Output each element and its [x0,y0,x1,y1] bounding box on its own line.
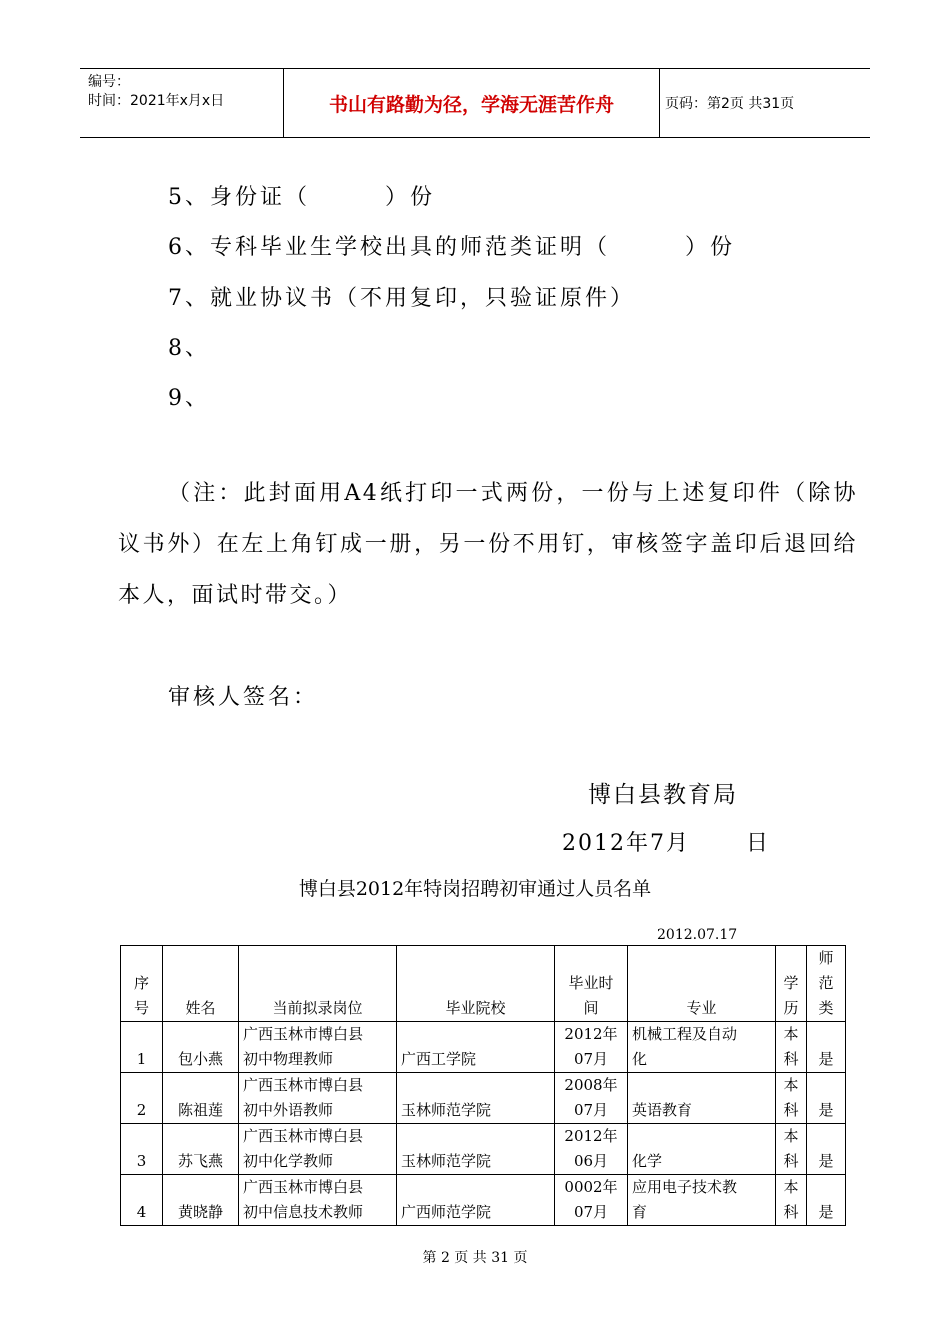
cell-grad-line1: 2012年 [564,1127,618,1145]
cell-name: 陈祖莲 [163,1073,239,1124]
header-grad-line2: 间 [583,999,599,1017]
item-8: 8、 [168,336,210,361]
header-name: 姓名 [163,946,239,1022]
cell-num: 4 [121,1175,163,1226]
cell-grad-line2: 06月 [573,1152,609,1170]
header-grad-line1: 毕业时 [568,974,614,992]
time-label: 时间：2021年x月x日 [88,93,225,109]
cell-major-line1: 应用电子技术教 [632,1178,738,1196]
header-major: 专业 [628,946,776,1022]
cell-name: 苏飞燕 [163,1124,239,1175]
cell-school: 广西工学院 [397,1022,555,1073]
cell-major-line1 [632,1124,771,1149]
cell-grad [555,1073,628,1124]
cell-school: 玉林师范学院 [397,1073,555,1124]
cell-position [239,1022,397,1073]
header-teacher-line3: 类 [818,999,834,1017]
cell-school: 广西师范学院 [397,1175,555,1226]
header-teacher-line1: 师 [818,949,834,967]
header-num [121,946,163,1022]
cell-grad-line1: 0002年 [564,1178,618,1196]
cell-position-line2: 初中化学教师 [243,1152,334,1170]
cell-teacher: 是 [807,1124,846,1175]
table-row [121,1124,846,1175]
cell-major-line2: 化 [632,1050,648,1068]
header-teacher [807,946,846,1022]
cell-grad [555,1124,628,1175]
cell-major [628,1073,776,1124]
header-school: 毕业院校 [397,946,555,1022]
cell-grad-line2: 07月 [573,1203,609,1221]
cell-name: 包小燕 [163,1022,239,1073]
cell-position-line1: 广西玉林市博白县 [243,1127,364,1145]
cell-grad-line2: 07月 [573,1101,609,1119]
cell-num: 1 [121,1022,163,1073]
date-main: 2012年7月 [562,831,690,856]
page-header [80,68,870,138]
cell-edu-line1: 本 [783,1127,799,1145]
cell-name: 黄晓静 [163,1175,239,1226]
cell-position [239,1073,397,1124]
reviewer-label: 审核人签名： [168,685,319,710]
cell-major [628,1022,776,1073]
cell-position [239,1124,397,1175]
item-7: 7、就业协议书（不用复印，只验证原件） [168,286,635,311]
header-edu-line1: 学 [783,974,799,992]
candidate-table [120,945,846,1226]
cell-major-line2: 育 [632,1203,648,1221]
date-day: 日 [746,831,771,856]
number-label: 编号： [88,74,130,90]
table-row [121,1175,846,1226]
header-grad [555,946,628,1022]
item-6: 6、专科毕业生学校出具的师范类证明（ ）份 [168,235,735,260]
header-num-line1: 序 [133,974,149,992]
cell-position-line1: 广西玉林市博白县 [243,1025,364,1043]
cell-edu [776,1175,807,1226]
cell-teacher: 是 [807,1073,846,1124]
cell-position-line1: 广西玉林市博白县 [243,1076,364,1094]
cell-edu-line2: 科 [783,1050,799,1068]
cell-grad-line1: 2008年 [564,1076,618,1094]
cell-edu-line2: 科 [783,1152,799,1170]
cell-teacher: 是 [807,1022,846,1073]
note-paragraph: （注：此封面用A4纸打印一式两份，一份与上述复印件（除协议书外）在左上角钉成一册，另一份不用钉，审核签字盖印后退回给本人，面试时带交。） [118,481,858,608]
cell-major [628,1175,776,1226]
cell-major-line2: 英语教育 [632,1101,693,1119]
cell-position-line2: 初中信息技术教师 [243,1203,364,1221]
item-9: 9、 [168,386,210,411]
header-motto: 书山有路勤为径，学海无涯苦作舟 [283,69,660,137]
header-edu-line2: 历 [783,999,799,1017]
cell-edu [776,1022,807,1073]
table-row [121,1073,846,1124]
header-position: 当前拟录岗位 [239,946,397,1022]
table-row [121,1022,846,1073]
cell-grad [555,1175,628,1226]
cell-edu [776,1124,807,1175]
table-header-row [121,946,846,1022]
cell-edu-line2: 科 [783,1203,799,1221]
cell-edu [776,1073,807,1124]
list-title: 博白县2012年特岗招聘初审通过人员名单 [298,878,652,900]
cell-major-line1: 机械工程及自动 [632,1025,738,1043]
page-footer: 第 2 页 共 31 页 [422,1250,528,1266]
cell-edu-line1: 本 [783,1025,799,1043]
cell-major-line1 [632,1073,771,1098]
cell-major-line2: 化学 [632,1152,663,1170]
cell-school: 玉林师范学院 [397,1124,555,1175]
cell-position-line1: 广西玉林市博白县 [243,1178,364,1196]
header-num-line2: 号 [133,999,149,1017]
cell-grad-line2: 07月 [573,1050,609,1068]
header-edu [776,946,807,1022]
item-5: 5、身份证（ ）份 [168,185,435,210]
header-teacher-line2: 范 [818,974,834,992]
cell-grad-line1: 2012年 [564,1025,618,1043]
cell-num: 2 [121,1073,163,1124]
list-date: 2012.07.17 [657,927,738,943]
cell-edu-line2: 科 [783,1101,799,1119]
cell-position-line2: 初中外语教师 [243,1101,334,1119]
header-left [88,73,283,111]
cell-grad [555,1022,628,1073]
cell-teacher: 是 [807,1175,846,1226]
org-name: 博白县教育局 [588,782,738,808]
cell-major [628,1124,776,1175]
cell-edu-line1: 本 [783,1178,799,1196]
cell-position-line2: 初中物理教师 [243,1050,334,1068]
cell-edu-line1: 本 [783,1076,799,1094]
header-page-info: 页码：第2页 共31页 [665,96,795,112]
cell-position [239,1175,397,1226]
signature-date [562,826,770,857]
cell-num: 3 [121,1124,163,1175]
